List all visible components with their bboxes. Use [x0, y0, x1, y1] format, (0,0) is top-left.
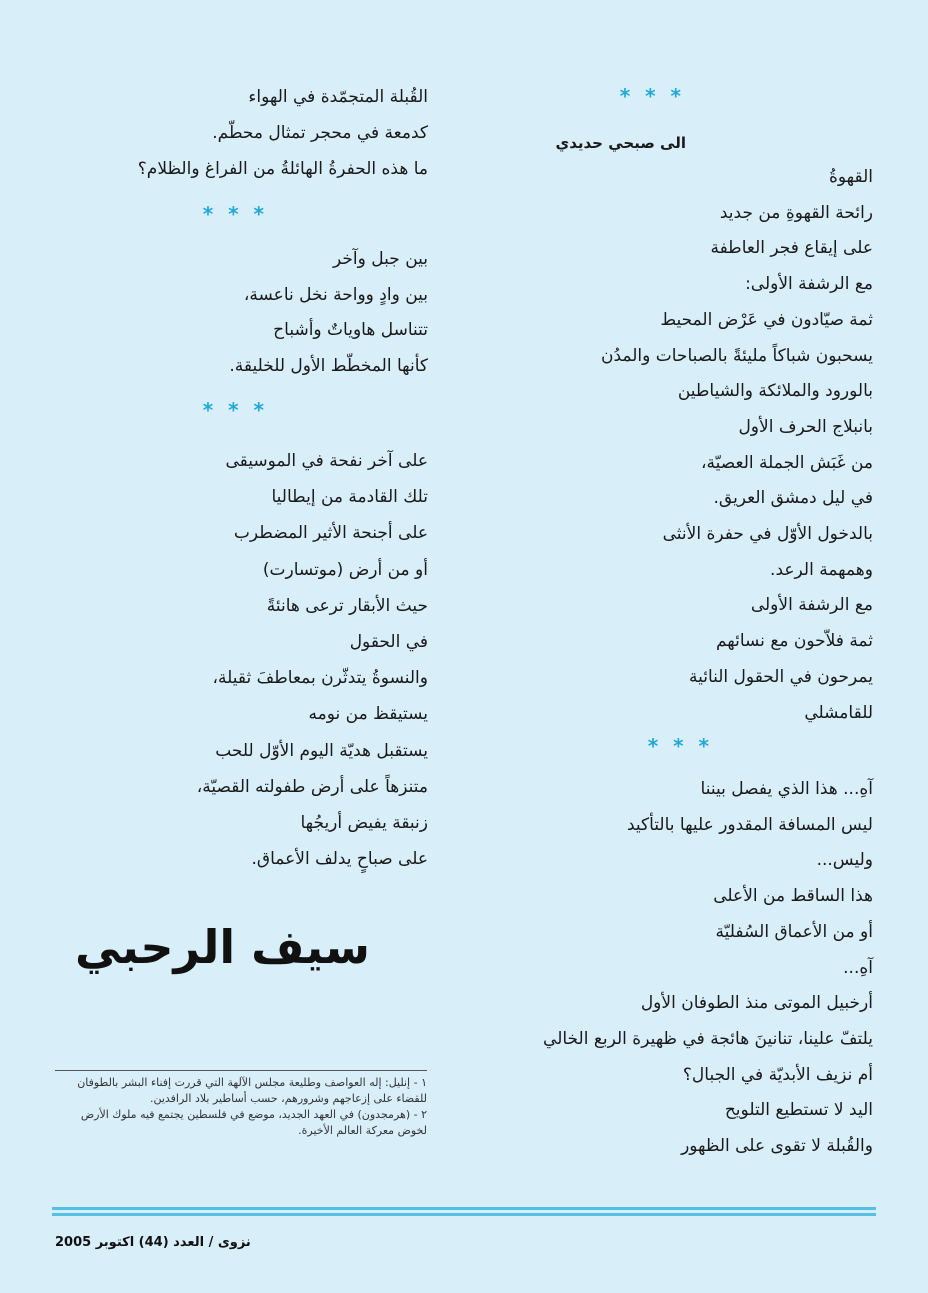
- poem-line: يلتفّ علينا، تنانينَ هائجة في ظهيرة الربع الخالي: [543, 1028, 873, 1049]
- poem-line: على آخر نفحة في الموسيقى: [225, 451, 428, 471]
- section-stars: * * *: [619, 84, 685, 108]
- poem-line: يستيقظ من نومه: [308, 704, 428, 725]
- poem-line: ما هذه الحفرةُ الهائلةُ من الفراغ والظلام؟: [137, 159, 428, 179]
- poem-line: في ليل دمشق العريق.: [713, 488, 873, 509]
- poem-line: وهمهمة الرعد.: [770, 559, 873, 580]
- poem-line: مع الرشفة الأولى:: [745, 274, 873, 295]
- poem-line: أو من أرض (موتسارت): [262, 559, 428, 580]
- footnote: ٢ - (هرمجدون) في العهد الجديد، موضع في فلسطين يجتمع فيه ملوك الأرض لخوض معركة العالم الأخيرة.: [80, 1108, 427, 1137]
- footnote-divider: [55, 1070, 427, 1071]
- poem-line: كدمعة في محجر تمثال محطّم.: [212, 123, 428, 143]
- footer-band: [52, 1213, 876, 1216]
- section-stars: * * *: [647, 734, 713, 758]
- poem-line: تتناسل هاوياتٌ وأشباح: [273, 320, 428, 340]
- footnotes: [55, 1075, 427, 1139]
- poem-line: القهوةُ: [828, 167, 873, 187]
- poem-line: يسحبون شباكاً مليئةً بالصباحات والمدُن: [601, 345, 873, 366]
- dedication: الى صبحي حديدي: [555, 134, 686, 152]
- poem-line: أم نزيف الأبديّة في الجبال؟: [682, 1064, 873, 1085]
- poem-line: ليس المسافة المقدور عليها بالتأكيد: [626, 814, 873, 835]
- poem-line: القُبلة المتجمّدة في الهواء: [248, 87, 428, 107]
- poem-line: تلك القادمة من إيطاليا: [271, 487, 428, 508]
- poem-line: آهِ...: [843, 957, 873, 978]
- poem-line: حيث الأبقار ترعى هانئةً: [266, 595, 428, 616]
- poem-line: وليس...: [816, 850, 873, 871]
- poem-line: كأنها المخطّط الأول للخليقة.: [229, 355, 428, 376]
- poem-line: بانبلاج الحرف الأول: [738, 416, 873, 437]
- poem-line: من غَبَش الجملة العصيّة،: [701, 452, 873, 473]
- footnote: ١ - إنليل: إله العواصف وطليعة مجلس الآلهة التي قررت إفناء البشر بالطوفان للقضاء على إزعاجهم وشرورهم، حسب أساطير بلاد الرافدين.: [77, 1076, 427, 1105]
- poem-line: أو من الأعماق السُفليّة: [715, 921, 873, 942]
- poem-line: أرخبيل الموتى منذ الطوفان الأول: [640, 993, 873, 1014]
- poem-line: زنبقة يفيض أريجُها: [300, 813, 428, 833]
- poem-line: على أجنحة الأثير المضطرب: [233, 523, 428, 544]
- poem-line: ثمة فلاّحون مع نسائهم: [715, 631, 873, 652]
- poem-line: للقامشلي: [804, 702, 873, 723]
- poem-line: رائحة القهوةِ من جديد: [719, 202, 873, 223]
- poem-line: يستقبل هديّة اليوم الأوّل للحب: [215, 740, 428, 761]
- poem-line: مع الرشفة الأولى: [750, 595, 873, 616]
- footer-issue: نزوى / العدد (44) اكتوبر 2005: [55, 1235, 251, 1250]
- poem-line: آهِ... هذا الذي يفصل بيننا: [700, 779, 873, 799]
- footer-band: [52, 1207, 876, 1210]
- poem-line: بين جبل وآخر: [333, 249, 428, 269]
- poem-line: في الحقول: [349, 632, 428, 652]
- poem-line: على صباحٍ يدلف الأعماق.: [251, 849, 428, 870]
- poem-line: اليد لا تستطيع التلويح: [724, 1100, 873, 1121]
- poem-line: ثمة صيّادون في عَرْض المحيط: [660, 309, 873, 330]
- poem-line: بالورود والملائكة والشياطين: [677, 381, 873, 402]
- section-stars: * * *: [202, 202, 268, 226]
- poem-line: والنسوةُ يتدثّرن بمعاطفَ ثقيلة،: [212, 668, 428, 689]
- poem-line: بالدخول الأوّل في حفرة الأنثى: [662, 524, 873, 544]
- poem-line: والقُبلة لا تقوى على الظهور: [681, 1136, 873, 1156]
- poem-line: على إيقاع فجر العاطفة: [710, 238, 873, 259]
- poem-line: هذا الساقط من الأعلى: [713, 886, 873, 907]
- section-stars: * * *: [202, 398, 268, 422]
- poem-line: يمرحون في الحقول النائية: [688, 666, 873, 687]
- author-name: سيف الرحبي: [75, 920, 370, 974]
- poem-line: متنزهاً على أرض طفولته القصيّة،: [196, 776, 428, 797]
- poem-line: بين وادٍ وواحة نخل ناعسة،: [243, 284, 428, 305]
